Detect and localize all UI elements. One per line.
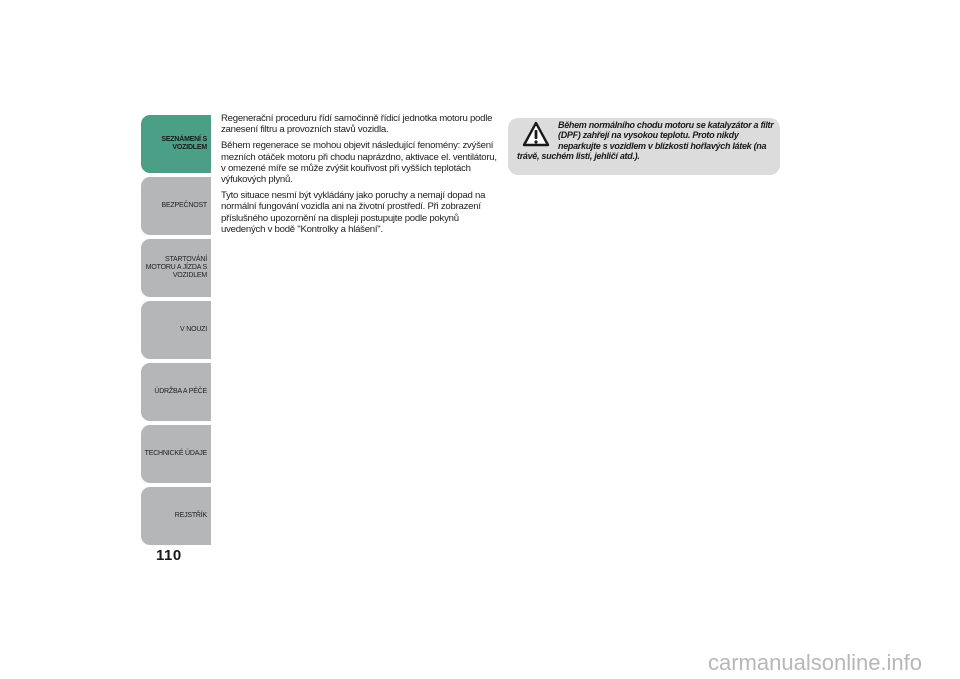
paragraph: Během regenerace se mohou objevit následující fenomény: zvýšení mezních otáček motoru při chodu naprázdno, aktivace el. ventilátoru, v omezené míře se může zvýšit kouřivost při vyšších teplotách výfukových plynů. [221,140,497,186]
body-text-column [221,113,501,240]
tab-label: ÚDRŽBA A PÉČE [154,388,207,395]
tab-seznameni-s-vozidlem[interactable] [141,115,211,173]
tab-label: SEZNÁMENÍ S VOZIDLEM [161,136,207,151]
paragraph: Regenerační proceduru řídí samočinně řídicí jednotka motoru podle zanesení filtru a provozních stavů vozidla. [221,113,493,136]
tab-v-nouzi[interactable] [141,301,211,359]
warning-text: Během normálního chodu motoru se katalyzátor a filtr (DPF) zahřejí na vysokou teplotu. Proto nikdy neparkujte s vozidlem v blízkosti hořlavých látek (na trávě, suchém listí, jehličí atd.). [517,120,774,161]
tab-udrzba-a-pece[interactable] [141,363,211,421]
tab-startovani-motoru[interactable] [141,239,211,297]
tab-rejstrik[interactable] [141,487,211,545]
tab-label: V NOUZI [180,326,207,333]
watermark: carmanualsonline.info [708,650,923,675]
warning-box [508,118,780,175]
tab-technicke-udaje[interactable] [141,425,211,483]
tab-label: TECHNICKÉ ÚDAJE [144,450,207,457]
page-number: 110 [156,547,182,564]
paragraph: Tyto situace nesmí být vykládány jako poruchy a nemají dopad na normální fungování vozidla ani na životní prostředí. Při zobrazení příslušného upozornění na displeji postupujte podle pokynů uvedených v bodě "Kontrolky a hlášení". [221,190,486,235]
tab-label: STARTOVÁNÍ MOTORU A JÍZDA S VOZIDLEM [145,256,207,279]
warning-text-block [517,120,777,161]
tab-bezpecnost[interactable] [141,177,211,235]
tab-label: REJSTŘÍK [174,512,207,519]
tab-label: BEZPEČNOST [161,202,207,209]
